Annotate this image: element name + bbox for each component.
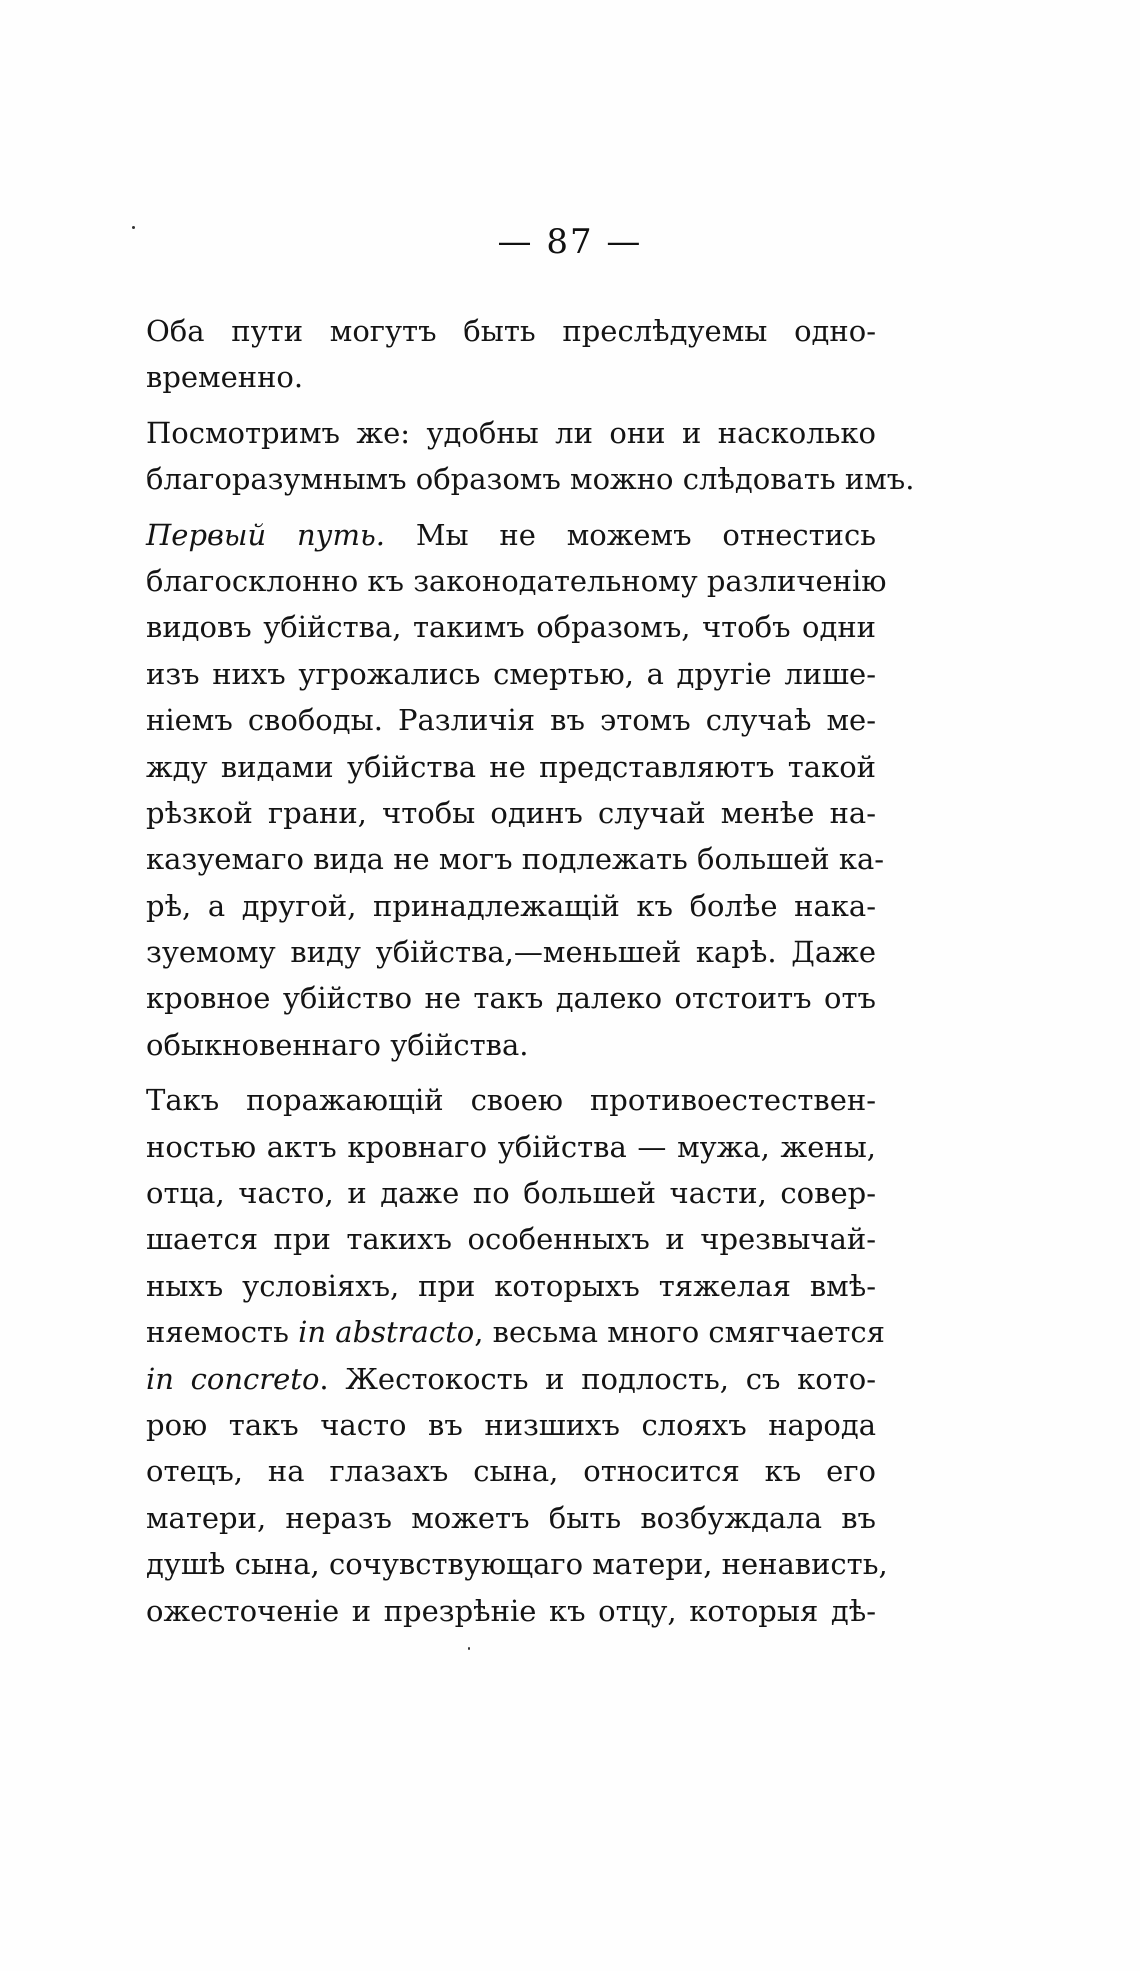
text-span: , весьма много смягчается [474,1315,885,1350]
text-line: благосклонно къ законодательному различенію [146,563,887,598]
text-line: Оба пути могутъ быть преслѣдуемы одно- [146,314,876,348]
text-line: обыкновеннаго убійства. [146,1027,529,1062]
text-span: . Жестокость и подлость, съ кото- [319,1361,876,1396]
text-line: изъ нихъ угрожались смертью, а другіе лише- [146,656,876,691]
page-number: — 87 — [497,222,643,262]
text-line: видовъ убійства, такимъ образомъ, чтобъ одни [146,610,876,645]
text-line [146,512,876,558]
italic-phrase: in concreto [146,1361,320,1396]
text-line: ностью актъ кровнаго убійства — мужа, жены, [146,1129,876,1164]
text-span: Мы не можемъ отнестись [385,517,877,552]
text-line: казуемаго вида не могъ подлежать большей ка- [146,842,885,877]
text-line: зуемому виду убійства,—меньшей карѣ. Даже [146,935,876,970]
text-line: отецъ, на глазахъ сына, относится къ его [146,1454,876,1489]
text-line: матери, неразъ можетъ быть возбуждала въ [146,1500,876,1535]
italic-lead: Первый путь. [146,517,386,552]
text-line: рѣ, а другой, принадлежащій къ болѣе нака- [146,888,876,923]
text-line: жду видами убійства не представляютъ такой [146,749,876,784]
text-line: Посмотримъ же: удобны ли они и насколько [146,415,876,450]
text-line: кровное убійство не такъ далеко отстоитъ отъ [146,981,876,1016]
body-text [146,308,915,1634]
italic-phrase: in abstracto [298,1315,475,1350]
text-line: шается при такихъ особенныхъ и чрезвычай- [146,1222,876,1257]
text-line: временно. [146,360,304,395]
text-span: няемость [146,1315,299,1350]
text-line: рѣзкой грани, чтобы одинъ случай менѣе на- [146,795,876,830]
text-line: душѣ сына, сочувствующаго матери, ненависть, [146,1547,888,1582]
print-speck [468,1647,470,1650]
text-line [146,1356,876,1402]
text-line [146,1309,885,1355]
text-line: ныхъ условіяхъ, при которыхъ тяжелая вмѣ- [146,1268,876,1303]
text-line: ніемъ свободы. Различія въ этомъ случаѣ ме- [146,703,876,738]
text-line: благоразумнымъ образомъ можно слѣдовать имъ. [146,462,915,497]
text-line: Такъ поражающій своею противоестествен- [146,1083,876,1118]
text-line: рою такъ часто въ низшихъ слояхъ народа [146,1407,876,1442]
text-line: отца, часто, и даже по большей части, совер- [146,1176,876,1211]
text-line: ожесточеніе и презрѣніе къ отцу, которыя дѣ- [146,1593,876,1628]
